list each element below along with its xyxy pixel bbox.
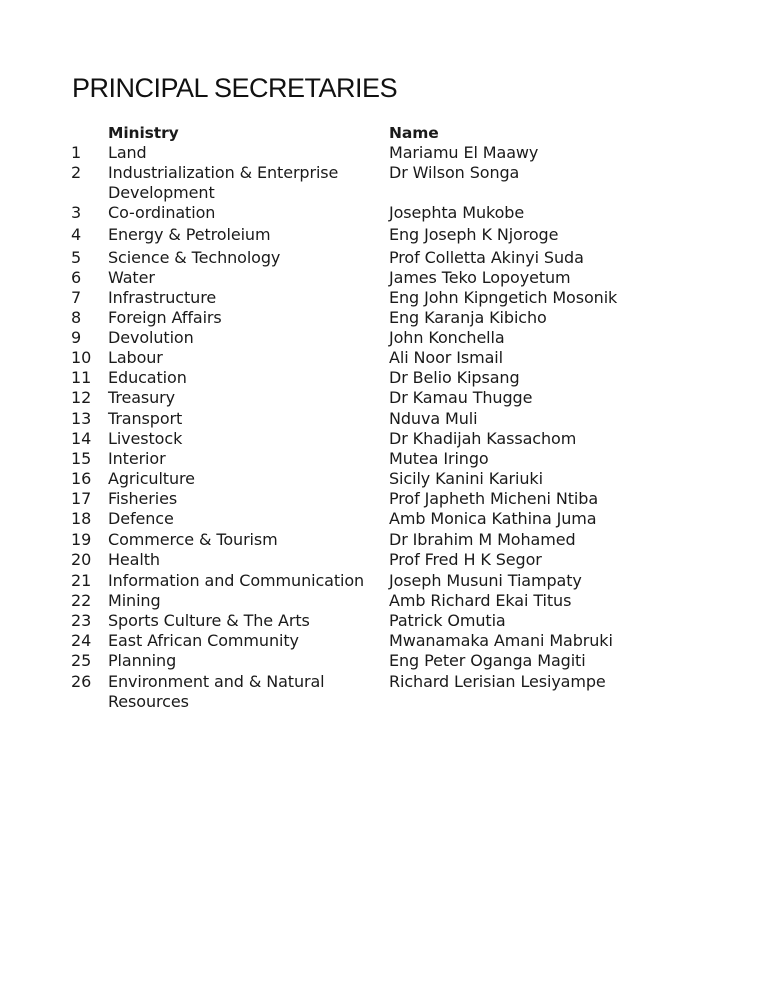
ministry-cell: Mining (108, 591, 161, 610)
ministry-cell: East African Community (108, 631, 299, 650)
row-number: 17 (71, 489, 92, 508)
name-column-header: Name (389, 124, 439, 142)
row-number: 24 (71, 631, 92, 650)
ministry-cell: Planning (108, 651, 177, 670)
name-cell: Amb Monica Kathina Juma (389, 509, 597, 528)
row-number: 26 (71, 672, 92, 691)
ministry-cell: Sports Culture & The Arts (108, 611, 310, 630)
name-cell: Dr Wilson Songa (389, 163, 520, 182)
row-number: 20 (71, 550, 92, 569)
row-number: 8 (71, 308, 82, 327)
name-cell: Eng Peter Oganga Magiti (389, 651, 586, 670)
row-number: 11 (71, 368, 92, 387)
ministry-cell: Infrastructure (108, 288, 217, 307)
name-cell: Patrick Omutia (389, 611, 506, 630)
name-cell: Dr Khadijah Kassachom (389, 429, 577, 448)
ministry-cell: Water (108, 268, 155, 287)
ministry-column-header: Ministry (108, 124, 179, 142)
row-number: 21 (71, 571, 92, 590)
name-cell: Dr Belio Kipsang (389, 368, 520, 387)
row-number: 7 (71, 288, 82, 307)
row-number: 22 (71, 591, 92, 610)
ministry-cell: Health (108, 550, 160, 569)
name-cell: Sicily Kanini Kariuki (389, 469, 543, 488)
name-cell: Ali Noor Ismail (389, 348, 503, 367)
name-cell: Eng Karanja Kibicho (389, 308, 547, 327)
row-number: 10 (71, 348, 92, 367)
name-cell: John Konchella (389, 328, 505, 347)
ministry-cell: Industrialization & Enterprise (108, 163, 339, 182)
row-number: 14 (71, 429, 92, 448)
page-title: PRINCIPAL SECRETARIES (72, 73, 398, 103)
ministry-cell: Livestock (108, 429, 183, 448)
ministry-cell: Agriculture (108, 469, 195, 488)
row-number: 12 (71, 388, 92, 407)
name-cell: Prof Japheth Micheni Ntiba (389, 489, 599, 508)
row-number: 13 (71, 409, 92, 428)
row-number: 18 (71, 509, 92, 528)
name-cell: James Teko Lopoyetum (389, 268, 571, 287)
ministry-cell: Commerce & Tourism (108, 530, 278, 549)
ministry-cell: Science & Technology (108, 248, 281, 267)
ministry-cell: Defence (108, 509, 174, 528)
row-number: 15 (71, 449, 92, 468)
ministry-cell: Development (108, 183, 215, 202)
row-number: 2 (71, 163, 82, 182)
name-cell: Joseph Musuni Tiampaty (389, 571, 582, 590)
name-cell: Mariamu El Maawy (389, 143, 539, 162)
ministry-cell: Environment and & Natural (108, 672, 325, 691)
ministry-cell: Interior (108, 449, 166, 468)
ministry-cell: Land (108, 143, 147, 162)
name-cell: Nduva Muli (389, 409, 478, 428)
row-number: 5 (71, 248, 82, 267)
name-cell: Josephta Mukobe (389, 203, 525, 222)
ministry-cell: Energy & Petroleium (108, 225, 271, 244)
name-cell: Eng Joseph K Njoroge (389, 225, 559, 244)
name-cell: Dr Kamau Thugge (389, 388, 533, 407)
name-cell: Eng John Kipngetich Mosonik (389, 288, 618, 307)
row-number: 3 (71, 203, 82, 222)
ministry-cell: Labour (108, 348, 163, 367)
ministry-cell: Co-ordination (108, 203, 216, 222)
row-number: 9 (71, 328, 82, 347)
ministry-cell: Devolution (108, 328, 194, 347)
ministry-cell: Fisheries (108, 489, 178, 508)
ministry-cell: Transport (108, 409, 183, 428)
ministry-cell: Information and Communication (108, 571, 365, 590)
ministry-cell: Education (108, 368, 187, 387)
row-number: 19 (71, 530, 92, 549)
name-cell: Mutea Iringo (389, 449, 489, 468)
name-cell: Prof Fred H K Segor (389, 550, 542, 569)
name-cell: Mwanamaka Amani Mabruki (389, 631, 613, 650)
row-number: 4 (71, 225, 82, 244)
row-number: 6 (71, 268, 82, 287)
ministry-cell: Resources (108, 692, 189, 711)
name-cell: Amb Richard Ekai Titus (389, 591, 572, 610)
row-number: 23 (71, 611, 92, 630)
row-number: 25 (71, 651, 92, 670)
row-number: 1 (71, 143, 82, 162)
name-cell: Richard Lerisian Lesiyampe (389, 672, 606, 691)
ministry-cell: Treasury (108, 388, 176, 407)
name-cell: Prof Colletta Akinyi Suda (389, 248, 584, 267)
name-cell: Dr Ibrahim M Mohamed (389, 530, 576, 549)
ministry-cell: Foreign Affairs (108, 308, 222, 327)
row-number: 16 (71, 469, 92, 488)
